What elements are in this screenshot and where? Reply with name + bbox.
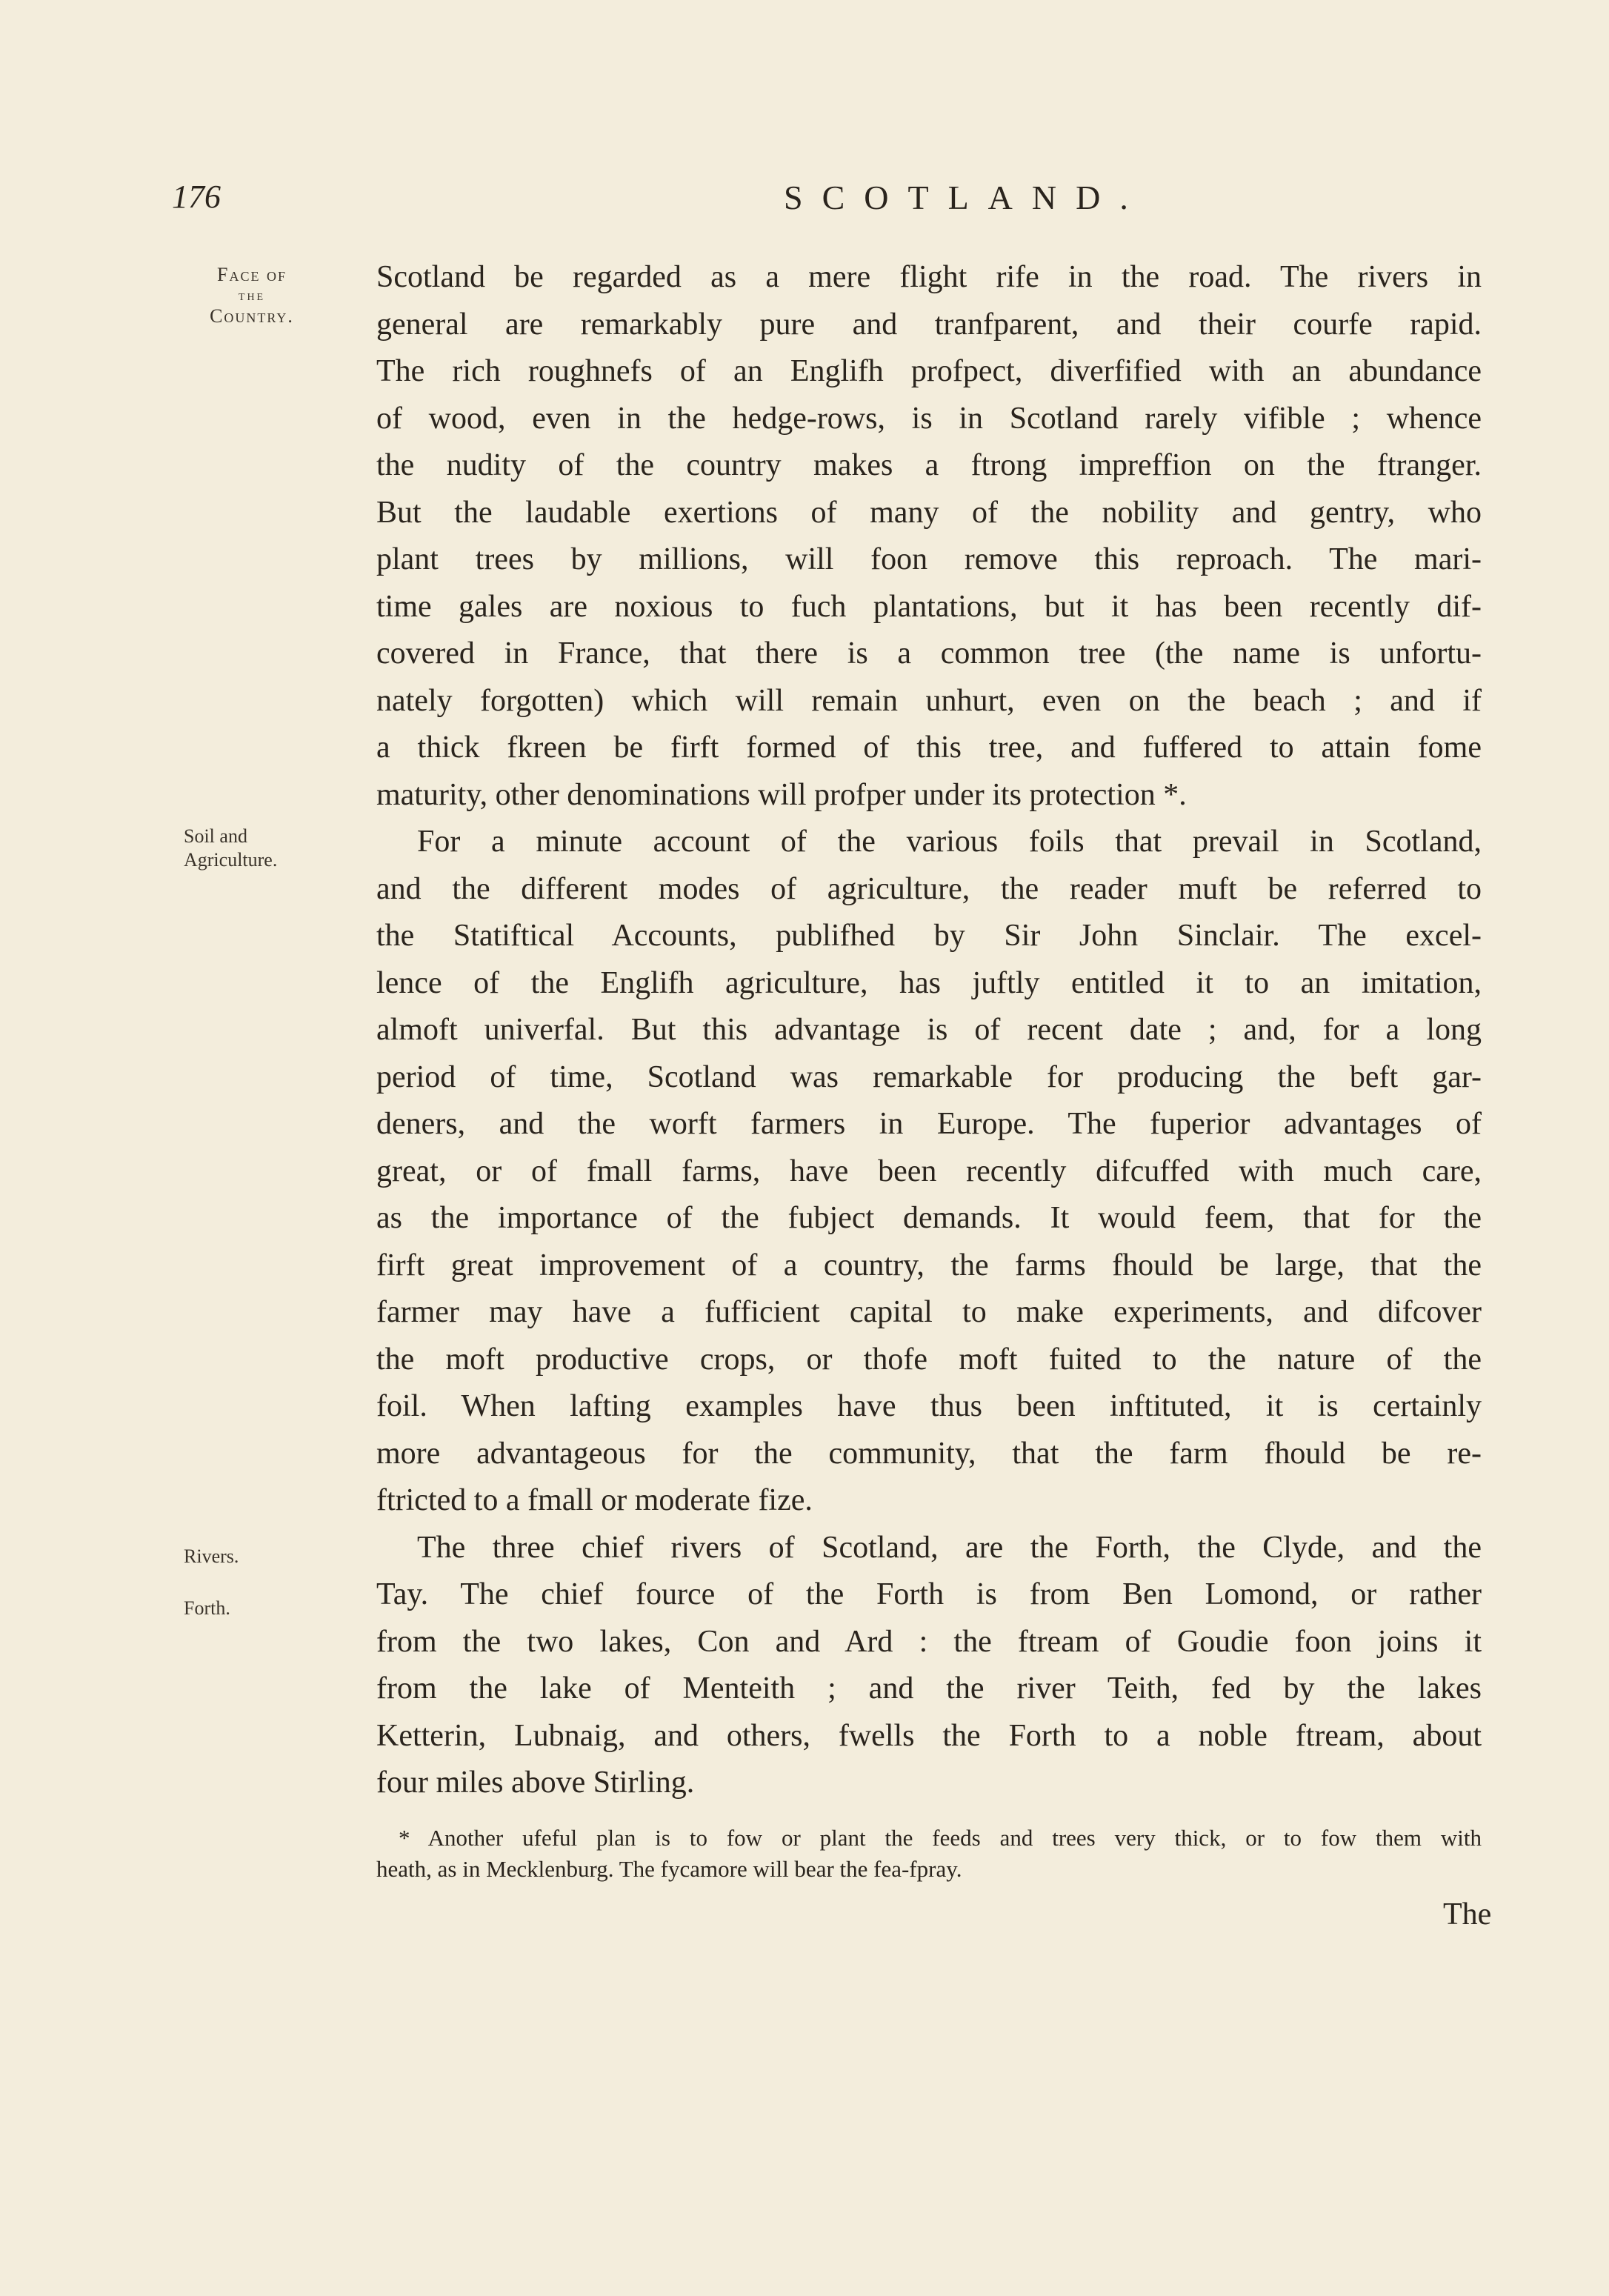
text-line: deners, and the worft farmers in Europe. The fuperior advantages of <box>376 1107 1482 1141</box>
body-text <box>376 254 1482 1807</box>
text-line: lence of the Englifh agriculture, has juftly entitled it to an imitation, <box>376 965 1482 1000</box>
margin-note-line: Agriculture. <box>184 849 278 871</box>
margin-note-soil-agriculture <box>184 825 277 872</box>
text-line: almoft univerfal. But this advantage is of recent date ; and, for a long <box>376 1013 1482 1047</box>
text-line: time gales are noxious to fuch plantations, but it has been recently dif- <box>376 589 1482 624</box>
text-line: The rich roughnefs of an Englifh profpect, diverfified with an abundance <box>376 354 1482 388</box>
text-line: ftricted to a fmall or moderate fize. <box>376 1483 813 1517</box>
margin-note-line: Soil and <box>184 825 247 847</box>
text-line: For a minute account of the various foils that prevail in Scotland, <box>417 825 1482 859</box>
margin-note-forth <box>184 1597 230 1620</box>
catchword: The <box>1443 1897 1492 1931</box>
margin-note-line: Country. <box>210 305 294 327</box>
margin-note-face-of-country <box>163 263 341 328</box>
footnote-line: * Another ufeful plan is to fow or plant the feeds and trees very thick, or to fow them with <box>399 1825 1482 1851</box>
margin-note-line: Rivers. <box>184 1545 239 1567</box>
margin-note-line: the <box>238 287 266 304</box>
margin-notes <box>163 263 363 1745</box>
text-line: of wood, even in the hedge-rows, is in Scotland rarely vifible ; whence <box>376 401 1482 436</box>
text-line: Tay. The chief fource of the Forth is from Ben Lomond, or rather <box>376 1577 1482 1611</box>
text-line: period of time, Scotland was remarkable for producing the beft gar- <box>376 1059 1482 1094</box>
text-line: great, or of fmall farms, have been recently difcuffed with much care, <box>376 1154 1482 1188</box>
text-line: from the two lakes, Con and Ard : the ftream of Goudie foon joins it <box>376 1624 1482 1659</box>
footnote-line: heath, as in Mecklenburg. The fycamore will bear the fea-fpray. <box>376 1856 962 1882</box>
text-line: nately forgotten) which will remain unhurt, even on the beach ; and if <box>376 683 1482 718</box>
text-line: covered in France, that there is a common tree (the name is unfortu- <box>376 636 1482 671</box>
text-line: maturity, other denominations will profper under its protection *. <box>376 777 1187 812</box>
page-number: 176 <box>172 179 221 215</box>
text-line: Ketterin, Lubnaig, and others, fwells the Forth to a noble ftream, about <box>376 1718 1482 1753</box>
text-line: firft great improvement of a country, the farms fhould be large, that the <box>376 1248 1482 1282</box>
text-line: four miles above Stirling. <box>376 1766 695 1800</box>
text-line: more advantageous for the community, that the farm fhould be re- <box>376 1436 1482 1471</box>
margin-note-line: Forth. <box>184 1597 230 1619</box>
footnote <box>376 1823 1482 1885</box>
text-line: foil. When lafting examples have thus been inftituted, it is certainly <box>376 1389 1482 1423</box>
margin-note-rivers <box>184 1545 239 1568</box>
text-line: the Statiftical Accounts, publifhed by Sir John Sinclair. The excel- <box>376 919 1482 953</box>
text-line: a thick fkreen be firft formed of this tree, and fuffered to attain fome <box>376 731 1482 765</box>
text-line: The three chief rivers of Scotland, are the Forth, the Clyde, and the <box>417 1530 1482 1565</box>
text-line: as the importance of the fubject demands. It would feem, that for the <box>376 1201 1482 1235</box>
text-line: from the lake of Menteith ; and the river Teith, fed by the lakes <box>376 1671 1482 1706</box>
page-header <box>0 178 1609 222</box>
margin-note-line: Face of <box>217 264 287 285</box>
text-line: the moft productive crops, or thofe moft fuited to the nature of the <box>376 1342 1482 1377</box>
text-line: farmer may have a fufficient capital to make experiments, and difcover <box>376 1295 1482 1329</box>
running-title: SCOTLAND. <box>784 179 1147 216</box>
text-line: general are remarkably pure and tranfparent, and their courfe rapid. <box>376 307 1482 342</box>
text-line: plant trees by millions, will foon remove this reproach. The mari- <box>376 542 1482 576</box>
text-line: the nudity of the country makes a ftrong impreffion on the ftranger. <box>376 448 1482 482</box>
text-line: and the different modes of agriculture, the reader muft be referred to <box>376 871 1482 906</box>
text-line: But the laudable exertions of many of the nobility and gentry, who <box>376 495 1482 530</box>
text-line: Scotland be regarded as a mere flight rife in the road. The rivers in <box>376 260 1482 294</box>
